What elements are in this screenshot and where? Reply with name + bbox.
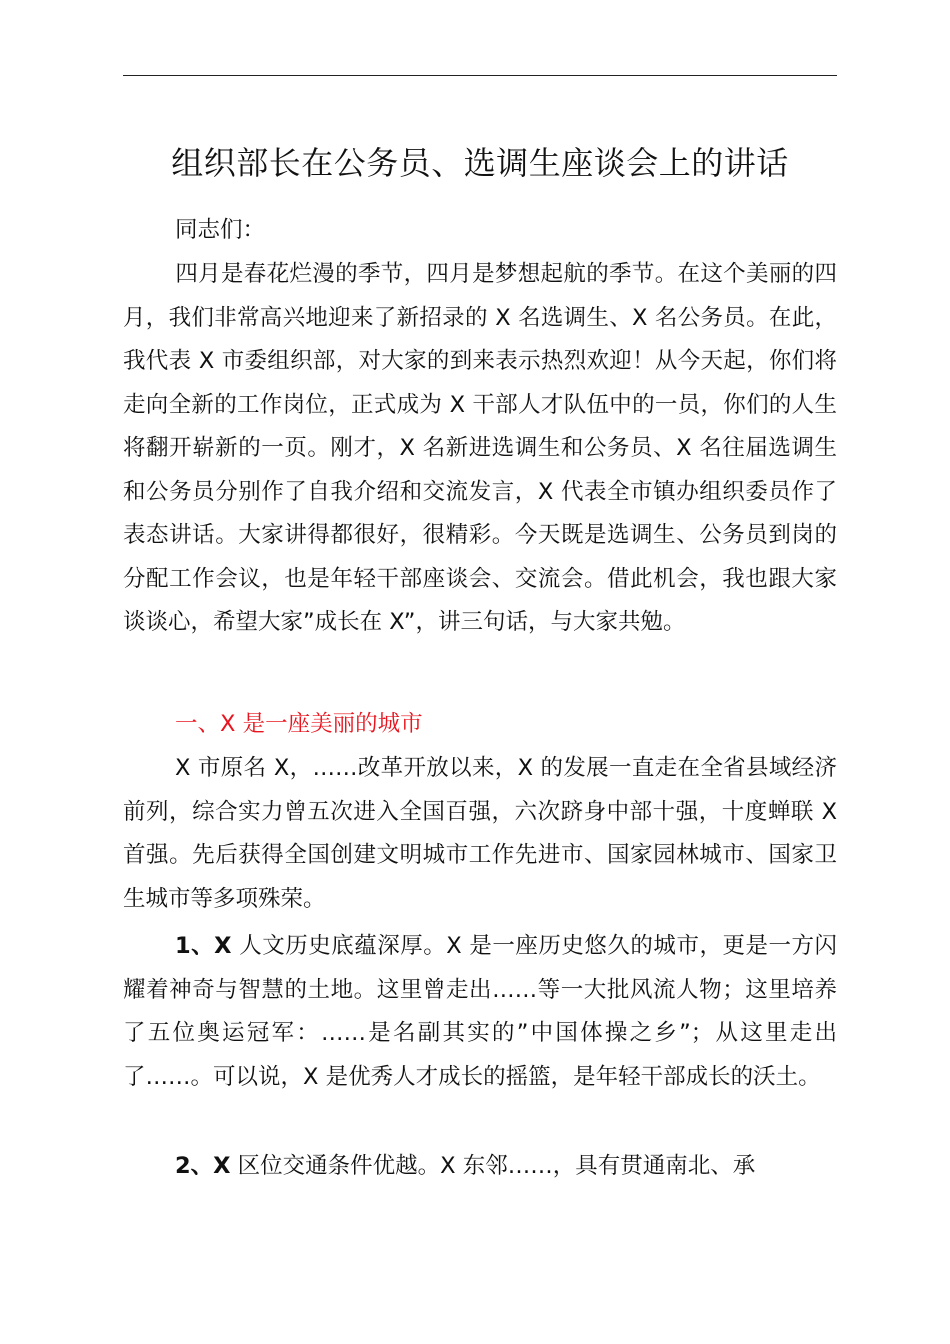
intro-text: 四月是春花烂漫的季节，四月是梦想起航的季节。在这个美丽的四月，我们非常高兴地迎来了新招录的 X 名选调生、X 名公务员。在此，我代表 X 市委组织部，对大家的到来表示热烈欢迎！从今天起，你们将走向全新的工作岗位，正式成为 X 干部人才队伍中的一员，你们的人生将翻开崭新的一页。刚才，X 名新进选调生和公务员、X 名往届选调生和公务员分别作了自我介绍和交流发言，X 代表全市镇办组织委员作了表态讲话。大家讲得都很好，很精彩。今天既是选调生、公务员到岗的分配工作会议，也是年轻干部座谈会、交流会。借此机会，我也跟大家谈谈心，希望大家”成长在 X”，讲三句话，与大家共勉。 [123,261,837,635]
header-rule [123,75,837,76]
section-1-heading: 一、X 是一座美丽的城市 [175,711,423,737]
greeting-text: 同志们： [175,217,266,243]
section-1-paragraph [123,747,837,921]
point-2-lead: 2、X [175,1153,231,1179]
point-2-paragraph [123,1145,837,1189]
point-2-text: 区位交通条件优越。X 东邻……，具有贯通南北、承 [237,1153,756,1179]
document-title: 组织部长在公务员、选调生座谈会上的讲话 [171,144,789,182]
section-1-text: X 市原名 X，……改革开放以来，X 的发展一直走在全省县域经济前列，综合实力曾五次进入全国百强，六次跻身中部十强，十度蝉联 X 首强。先后获得全国创建文明城市工作先进市、国家园林城市、国家卫生城市等多项殊荣。 [123,755,837,912]
point-1-lead: 1、X [175,933,232,959]
point-1-paragraph [123,925,837,1099]
point-1-text: 人文历史底蕴深厚。X 是一座历史悠久的城市，更是一方闪耀着神奇与智慧的土地。这里曾走出……等一大批风流人物；这里培养了五位奥运冠军：……是名副其实的”中国体操之乡”；从这里走出了……。可以说，X 是优秀人才成长的摇篮，是年轻干部成长的沃土。 [123,933,837,1090]
greeting-paragraph [123,209,837,253]
intro-paragraph [123,253,837,645]
